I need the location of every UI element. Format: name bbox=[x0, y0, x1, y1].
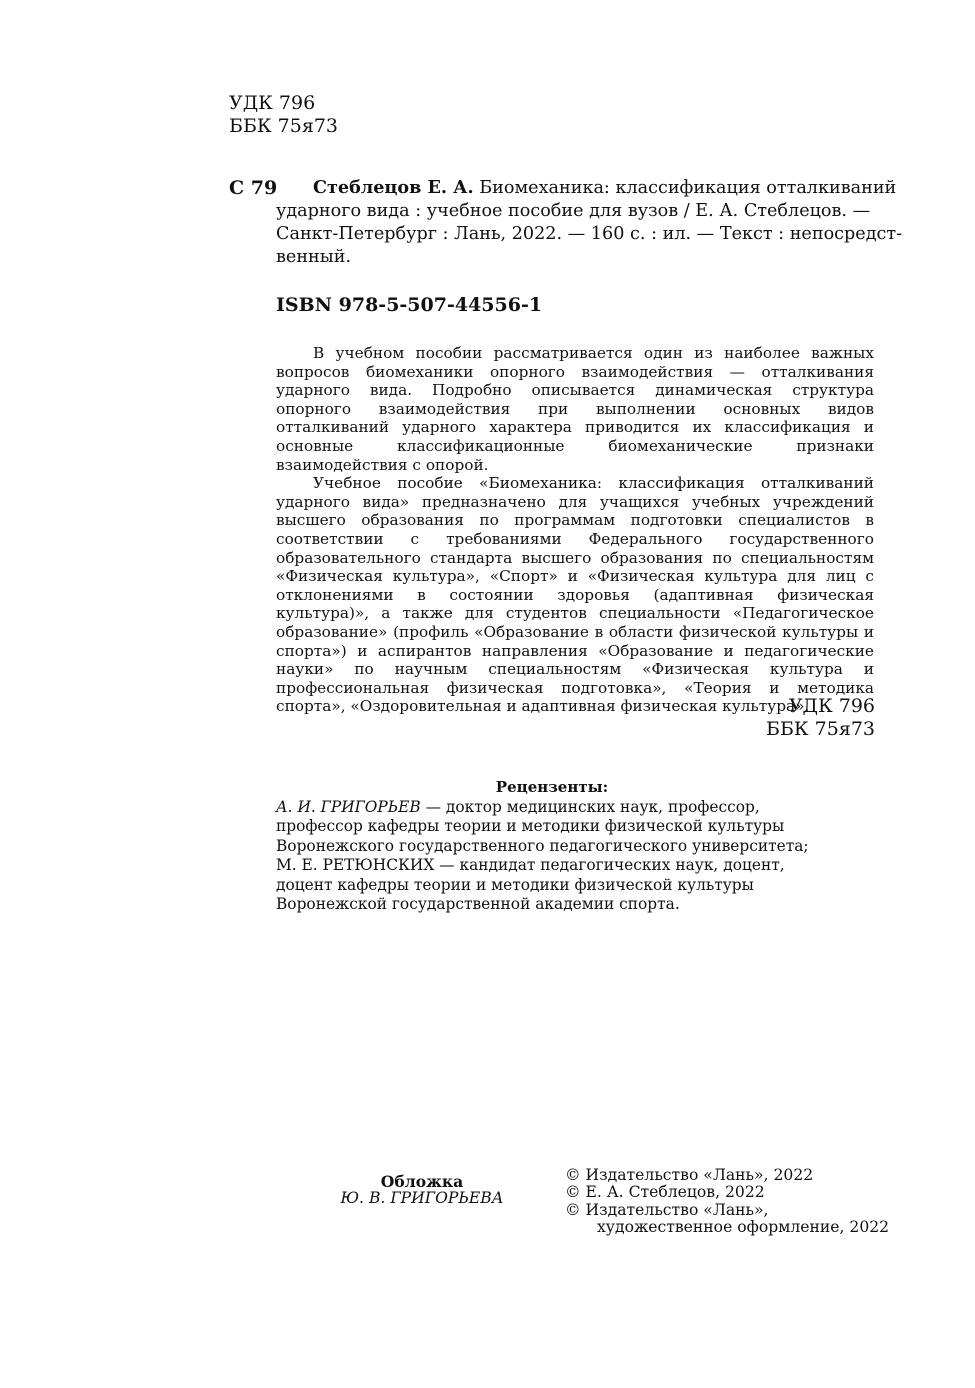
entry-line-3: Санкт-Петербург : Лань, 2022. — 160 с. : ил. — Текст : непосредст- bbox=[276, 224, 903, 244]
classification-bbk: ББК 75я73 bbox=[765, 718, 875, 740]
classification-udk: УДК 796 bbox=[788, 695, 875, 717]
cover-label: Обложка bbox=[380, 1172, 464, 1191]
isbn: ISBN 978-5-507-44556-1 bbox=[276, 294, 543, 316]
copyright-block bbox=[565, 1167, 889, 1236]
reviewer-1-text: — доктор медицинских наук, профессор, профессор кафедры теории и методики физической культуры Воронежского государственного педагогического университета; bbox=[276, 797, 809, 855]
reviewers-block bbox=[276, 778, 846, 915]
entry-title: Биомеханика: классификация отталкиваний bbox=[473, 178, 897, 198]
entry-line-4: венный. bbox=[276, 247, 352, 267]
entry-line-2: ударного вида : учебное пособие для вузов / Е. А. Стеблецов. — bbox=[276, 201, 871, 221]
entry-line-1 bbox=[276, 176, 897, 200]
reviewer-2 bbox=[276, 856, 846, 915]
header-classification bbox=[229, 92, 338, 138]
annotation-paragraph-1: В учебном пособии рассматривается один из наиболее важных вопросов биомеханики опорного взаимодействия — отталкивания ударного вида. Подробно описывается динамическая структура опорного взаимодействия при выполнении основных видов отталкиваний ударного характера приводится их классификация и основные классификационные биомеханические признаки взаимодействия с опорой. bbox=[276, 344, 874, 474]
copyright-line-1: © Издательство «Лань», 2022 bbox=[565, 1166, 814, 1184]
header-bbk: ББК 75я73 bbox=[229, 115, 339, 137]
cover-artist: Ю. В. ГРИГОРЬЕВА bbox=[340, 1189, 504, 1208]
cover-credit bbox=[338, 1173, 506, 1208]
reviewers-heading: Рецензенты: bbox=[495, 778, 609, 796]
reviewer-1-name: А. И. ГРИГОРЬЕВ bbox=[276, 797, 421, 816]
entry-author: Стеблецов Е. А. bbox=[313, 177, 474, 198]
reviewer-2-name: М. Е. РЕТЮНСКИХ bbox=[276, 856, 435, 874]
classification-right bbox=[766, 695, 875, 741]
copyright-line-2: © Е. А. Стеблецов, 2022 bbox=[565, 1183, 765, 1202]
annotation-paragraph-2: Учебное пособие «Биомеханика: классификация отталкиваний ударного вида» предназначено для учащихся учебных учреждений высшего образования по программам подготовки специалистов в соответствии с требованиями Федерального государственного образовательного стандарта высшего образования по специальностям «Физическая культура», «Спорт» и «Физическая культура для лиц с отклонениями в состоянии здоровья (адаптивная физическая культура)», а также для студентов специальности «Педагогическое образование» (профиль «Образование в области физической культуры и спорта») и аспирантов направления «Образование и педагогические науки» по научным специальностям «Физическая культура и профессиональная физическая подготовка», «Теория и методика спорта», «Оздоровительная и адаптивная физическая культура». bbox=[276, 474, 874, 716]
copyright-line-3: © Издательство «Лань», bbox=[565, 1200, 769, 1219]
reviewer-1 bbox=[276, 798, 846, 857]
author-mark: С 79 bbox=[229, 177, 278, 199]
bibliographic-entry bbox=[276, 176, 903, 269]
header-udk: УДК 796 bbox=[229, 92, 316, 114]
copyright-line-4: художественное оформление, 2022 bbox=[597, 1217, 890, 1236]
reviewer-2-text: — кандидат педагогических наук, доцент, доцент кафедры теории и методики физической культуры Воронежской государственной академии спорта. bbox=[276, 856, 785, 913]
annotation bbox=[276, 344, 874, 716]
